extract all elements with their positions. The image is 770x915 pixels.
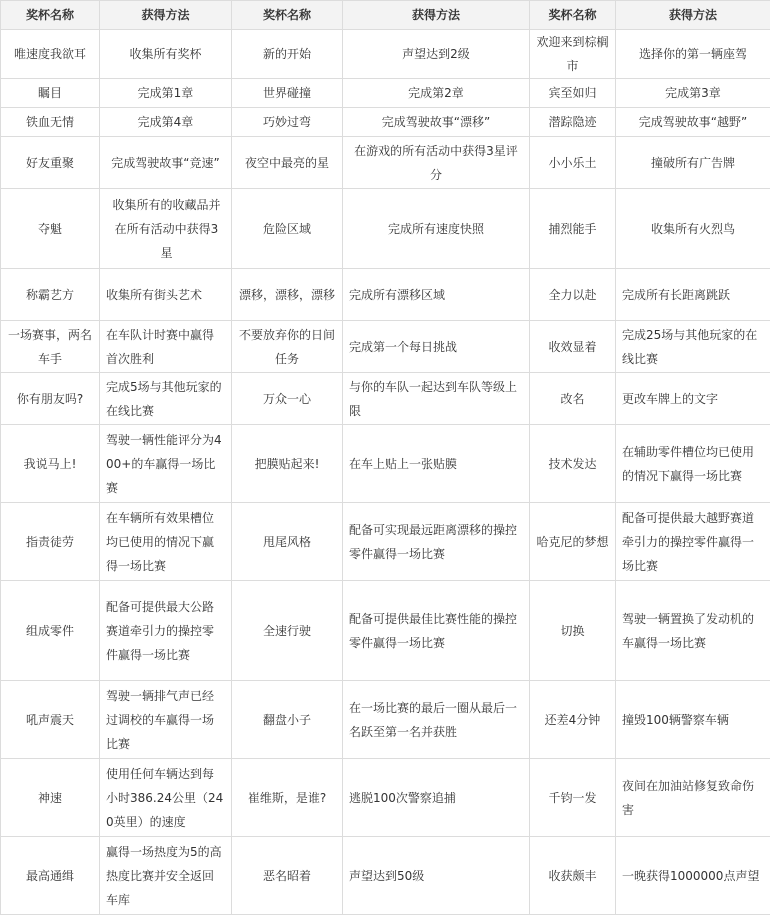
method-cell: 驾驶一辆排气声已经过调校的车赢得一场比赛: [100, 681, 232, 759]
trophy-name-cell: 危险区域: [232, 189, 343, 269]
method-cell: 完成第1章: [100, 79, 232, 108]
trophy-name-cell: 铁血无情: [1, 108, 100, 137]
trophy-name-cell: 小小乐土: [530, 137, 616, 189]
table-row: [1, 321, 770, 373]
method-cell: 声望达到2级: [343, 30, 530, 79]
table-row: [1, 759, 770, 837]
table-row: [1, 503, 770, 581]
trophy-name-cell: 最高通缉: [1, 837, 100, 915]
method-cell: 在一场比赛的最后一圈从最后一名跃至第一名并获胜: [343, 681, 530, 759]
trophy-name-cell: 好友重聚: [1, 137, 100, 189]
method-cell: 在车上贴上一张贴膜: [343, 425, 530, 503]
header-method: 获得方法: [100, 1, 232, 30]
trophy-name-cell: 技术发达: [530, 425, 616, 503]
method-cell: 完成第3章: [616, 79, 770, 108]
trophy-name-cell: 指责徒劳: [1, 503, 100, 581]
table-row: [1, 681, 770, 759]
method-cell: 收集所有奖杯: [100, 30, 232, 79]
trophy-name-cell: 我说马上!: [1, 425, 100, 503]
method-cell: 与你的车队一起达到车队等级上限: [343, 373, 530, 425]
header-trophy-name: 奖杯名称: [1, 1, 100, 30]
table-row: [1, 425, 770, 503]
trophy-name-cell: 欢迎来到棕榈市: [530, 30, 616, 79]
method-cell: 完成驾驶故事“竞速”: [100, 137, 232, 189]
trophy-name-cell: 收效显着: [530, 321, 616, 373]
trophy-name-cell: 捕烈能手: [530, 189, 616, 269]
method-cell: 完成25场与其他玩家的在线比赛: [616, 321, 770, 373]
method-cell: 夜间在加油站修复致命伤害: [616, 759, 770, 837]
method-cell: 完成驾驶故事“越野”: [616, 108, 770, 137]
table-row: [1, 189, 770, 269]
method-cell: 在车辆所有效果槽位均已使用的情况下赢得一场比赛: [100, 503, 232, 581]
table-row: [1, 108, 770, 137]
method-cell: 赢得一场热度为5的高热度比赛并安全返回车库: [100, 837, 232, 915]
trophy-name-cell: 瞩目: [1, 79, 100, 108]
trophy-name-cell: 全速行驶: [232, 581, 343, 681]
trophy-name-cell: 唯速度我欲耳: [1, 30, 100, 79]
method-cell: 驾驶一辆置换了发动机的车赢得一场比赛: [616, 581, 770, 681]
trophy-name-cell: 崔维斯，是谁?: [232, 759, 343, 837]
trophy-name-cell: 一场赛事，两名车手: [1, 321, 100, 373]
table-row: [1, 79, 770, 108]
trophy-name-cell: 恶名昭着: [232, 837, 343, 915]
trophy-name-cell: 潜踪隐迹: [530, 108, 616, 137]
trophy-name-cell: 千钧一发: [530, 759, 616, 837]
trophy-name-cell: 神速: [1, 759, 100, 837]
table-row: [1, 137, 770, 189]
table-row: [1, 837, 770, 915]
trophy-name-cell: 哈克尼的梦想: [530, 503, 616, 581]
table-row: [1, 269, 770, 321]
trophy-name-cell: 你有朋友吗?: [1, 373, 100, 425]
method-cell: 完成第一个每日挑战: [343, 321, 530, 373]
method-cell: 配备可提供最佳比赛性能的操控零件赢得一场比赛: [343, 581, 530, 681]
method-cell: 配备可实现最远距离漂移的操控零件赢得一场比赛: [343, 503, 530, 581]
method-cell: 完成所有漂移区域: [343, 269, 530, 321]
method-cell: 收集所有火烈鸟: [616, 189, 770, 269]
header-trophy-name: 奖杯名称: [232, 1, 343, 30]
trophy-name-cell: 世界碰撞: [232, 79, 343, 108]
trophy-name-cell: 万众一心: [232, 373, 343, 425]
method-cell: 配备可提供最大越野赛道牵引力的操控零件赢得一场比赛: [616, 503, 770, 581]
method-cell: 更改车牌上的文字: [616, 373, 770, 425]
trophy-name-cell: 新的开始: [232, 30, 343, 79]
method-cell: 在游戏的所有活动中获得3星评分: [343, 137, 530, 189]
trophy-name-cell: 宾至如归: [530, 79, 616, 108]
method-cell: 配备可提供最大公路赛道牵引力的操控零件赢得一场比赛: [100, 581, 232, 681]
method-cell: 完成所有速度快照: [343, 189, 530, 269]
table-row: [1, 373, 770, 425]
trophy-name-cell: 全力以赴: [530, 269, 616, 321]
trophy-name-cell: 组成零件: [1, 581, 100, 681]
trophy-name-cell: 收获颇丰: [530, 837, 616, 915]
method-cell: 在辅助零件槽位均已使用的情况下赢得一场比赛: [616, 425, 770, 503]
trophy-name-cell: 夜空中最亮的星: [232, 137, 343, 189]
header-method: 获得方法: [616, 1, 770, 30]
method-cell: 完成驾驶故事“漂移”: [343, 108, 530, 137]
trophy-name-cell: 甩尾风格: [232, 503, 343, 581]
trophy-name-cell: 夺魁: [1, 189, 100, 269]
table-row: [1, 581, 770, 681]
trophy-name-cell: 把膜贴起来!: [232, 425, 343, 503]
trophy-name-cell: 不要放弃你的日间任务: [232, 321, 343, 373]
method-cell: 一晚获得1000000点声望: [616, 837, 770, 915]
trophy-name-cell: 巧妙过弯: [232, 108, 343, 137]
method-cell: 完成第4章: [100, 108, 232, 137]
trophy-name-cell: 翻盘小子: [232, 681, 343, 759]
method-cell: 完成第2章: [343, 79, 530, 108]
trophy-name-cell: 切换: [530, 581, 616, 681]
method-cell: 驾驶一辆性能评分为400+的车赢得一场比赛: [100, 425, 232, 503]
header-trophy-name: 奖杯名称: [530, 1, 616, 30]
trophy-name-cell: 还差4分钟: [530, 681, 616, 759]
method-cell: 撞毁100辆警察车辆: [616, 681, 770, 759]
method-cell: 收集所有街头艺术: [100, 269, 232, 321]
trophy-name-cell: 称霸艺方: [1, 269, 100, 321]
table-row: [1, 30, 770, 79]
header-row: [1, 1, 770, 30]
method-cell: 完成5场与其他玩家的在线比赛: [100, 373, 232, 425]
method-cell: 收集所有的收藏品并在所有活动中获得3星: [100, 189, 232, 269]
method-cell: 逃脱100次警察追捕: [343, 759, 530, 837]
method-cell: 在车队计时赛中赢得首次胜利: [100, 321, 232, 373]
trophy-name-cell: 吼声震天: [1, 681, 100, 759]
header-method: 获得方法: [343, 1, 530, 30]
method-cell: 选择你的第一辆座驾: [616, 30, 770, 79]
method-cell: 使用任何车辆达到每小时386.24公里（240英里）的速度: [100, 759, 232, 837]
trophy-name-cell: 漂移，漂移，漂移: [232, 269, 343, 321]
trophy-name-cell: 改名: [530, 373, 616, 425]
method-cell: 撞破所有广告牌: [616, 137, 770, 189]
method-cell: 声望达到50级: [343, 837, 530, 915]
method-cell: 完成所有长距离跳跃: [616, 269, 770, 321]
